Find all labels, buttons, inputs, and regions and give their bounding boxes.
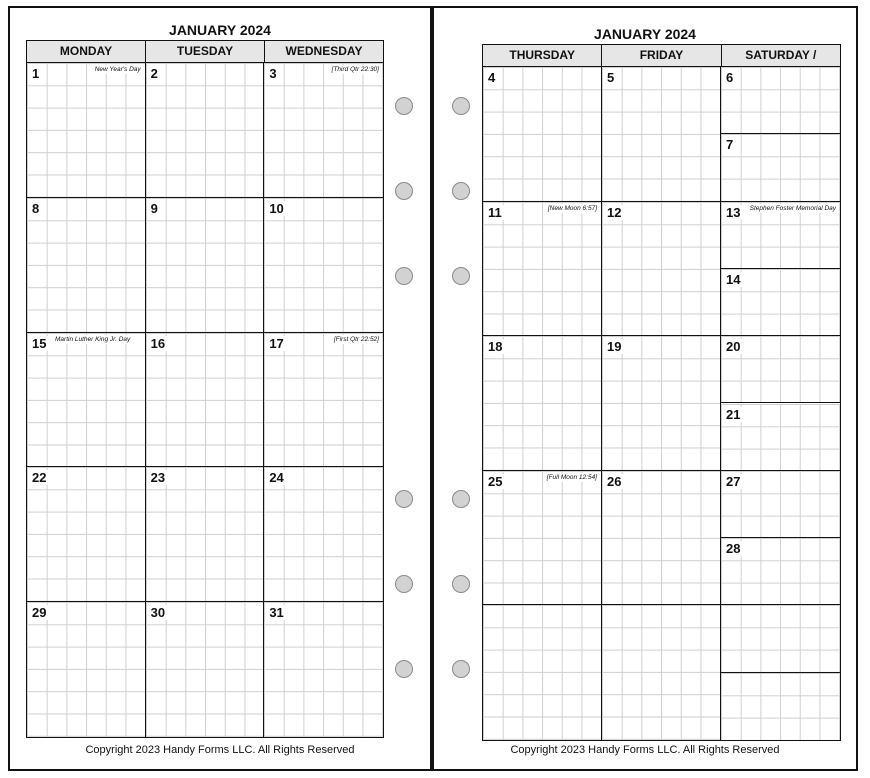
header-friday: FRIDAY [602, 45, 721, 66]
day-number: 28 [726, 541, 741, 557]
day-cell[interactable] [146, 333, 265, 468]
binder-hole [395, 182, 413, 200]
day-cell[interactable] [483, 67, 602, 202]
day-number: 13 [726, 204, 741, 220]
day-note: [New Moon 6:57] [547, 204, 597, 212]
right-page-title: JANUARY 2024 [594, 26, 696, 42]
day-number: 3 [269, 66, 277, 81]
right-page [432, 6, 858, 771]
day-cell[interactable] [146, 602, 265, 737]
day-number: 11 [488, 204, 502, 220]
day-note: Martin Luther King Jr. Day [55, 335, 131, 343]
day-cell[interactable] [27, 198, 146, 333]
day-cell[interactable] [27, 602, 146, 737]
day-number: 1 [32, 66, 40, 81]
binder-hole [452, 182, 470, 200]
day-number: 7 [726, 137, 734, 153]
day-note: New Year's Day [94, 66, 141, 73]
day-number: 29 [32, 605, 47, 621]
binder-hole [452, 267, 470, 285]
day-number: 18 [488, 339, 503, 355]
header-wednesday: WEDNESDAY [285, 44, 363, 58]
day-cell[interactable] [27, 63, 146, 198]
header-thursday: THURSDAY [483, 45, 602, 66]
day-number: 31 [269, 605, 284, 621]
left-calendar-grid [26, 40, 384, 738]
day-cell[interactable] [483, 471, 602, 606]
day-cell[interactable] [264, 467, 383, 602]
right-weekday-header [483, 45, 840, 67]
day-number: 22 [32, 470, 47, 486]
left-footer-copyright: Copyright 2023 Handy Forms LLC. All Rights Reserved [85, 744, 355, 756]
day-cell[interactable] [602, 67, 721, 202]
day-note: [First Qtr 22:52] [333, 335, 379, 343]
day-cell[interactable] [602, 605, 721, 740]
day-number: 8 [32, 200, 40, 216]
day-number: 15 [32, 335, 47, 351]
day-cell[interactable] [721, 67, 840, 134]
day-cell[interactable] [483, 336, 602, 471]
day-number: 4 [488, 70, 496, 85]
day-cell[interactable] [721, 673, 840, 740]
day-cell[interactable] [146, 63, 265, 198]
day-number: 10 [269, 200, 284, 216]
day-number: 21 [726, 406, 741, 422]
day-cell[interactable] [27, 333, 146, 468]
day-number: 25 [488, 473, 503, 489]
binder-hole [395, 575, 413, 593]
day-cell[interactable] [602, 336, 721, 471]
day-cell[interactable] [602, 471, 721, 606]
day-note: [Full Moon 12:54] [546, 473, 597, 481]
day-number: 14 [726, 271, 741, 287]
day-number: 26 [607, 473, 622, 489]
header-tuesday: TUESDAY [146, 41, 265, 62]
day-cell[interactable] [721, 605, 840, 672]
day-number: 20 [726, 339, 741, 355]
day-cell[interactable] [721, 538, 840, 605]
day-cell[interactable] [146, 467, 265, 602]
day-number: 12 [607, 204, 622, 220]
day-number: 24 [269, 470, 284, 486]
day-number: 2 [150, 66, 158, 81]
day-number: 6 [726, 70, 734, 85]
day-cell[interactable] [27, 467, 146, 602]
right-calendar-grid [482, 44, 841, 741]
day-number: 19 [607, 339, 622, 355]
day-cell[interactable] [264, 602, 383, 737]
binder-hole [452, 490, 470, 508]
day-cell[interactable] [721, 269, 840, 336]
binder-hole [395, 97, 413, 115]
day-number: 27 [726, 473, 741, 489]
day-cell[interactable] [602, 202, 721, 337]
binder-hole [452, 97, 470, 115]
header-monday: MONDAY [27, 41, 146, 62]
day-cell[interactable] [483, 605, 602, 740]
binder-hole [395, 660, 413, 678]
left-page-title: JANUARY 2024 [169, 22, 271, 38]
day-number: 9 [150, 200, 158, 216]
day-note: Stephen Foster Memorial Day [749, 204, 836, 212]
header-saturday-sunday: SATURDAY / [745, 48, 817, 62]
binder-hole [395, 267, 413, 285]
day-cell[interactable] [721, 134, 840, 201]
day-number: 16 [150, 335, 166, 351]
day-note: [Third Qtr 22:30] [331, 66, 379, 73]
day-cell[interactable] [146, 198, 265, 333]
day-cell[interactable] [721, 202, 840, 269]
left-page [8, 6, 432, 771]
right-footer-copyright: Copyright 2023 Handy Forms LLC. All Rights Reserved [510, 744, 780, 756]
binder-hole [452, 660, 470, 678]
binder-hole [452, 575, 470, 593]
day-cell[interactable] [264, 198, 383, 333]
day-cell[interactable] [721, 471, 840, 538]
day-cell[interactable] [721, 404, 840, 471]
binder-hole [395, 490, 413, 508]
day-number: 30 [150, 605, 166, 621]
day-cell[interactable] [264, 63, 383, 198]
day-number: 17 [269, 335, 284, 351]
day-cell[interactable] [264, 333, 383, 468]
day-cell[interactable] [483, 202, 602, 337]
day-cell[interactable] [721, 336, 840, 403]
day-number: 5 [607, 70, 615, 85]
left-weekday-header [27, 41, 383, 63]
day-number: 23 [150, 470, 166, 486]
